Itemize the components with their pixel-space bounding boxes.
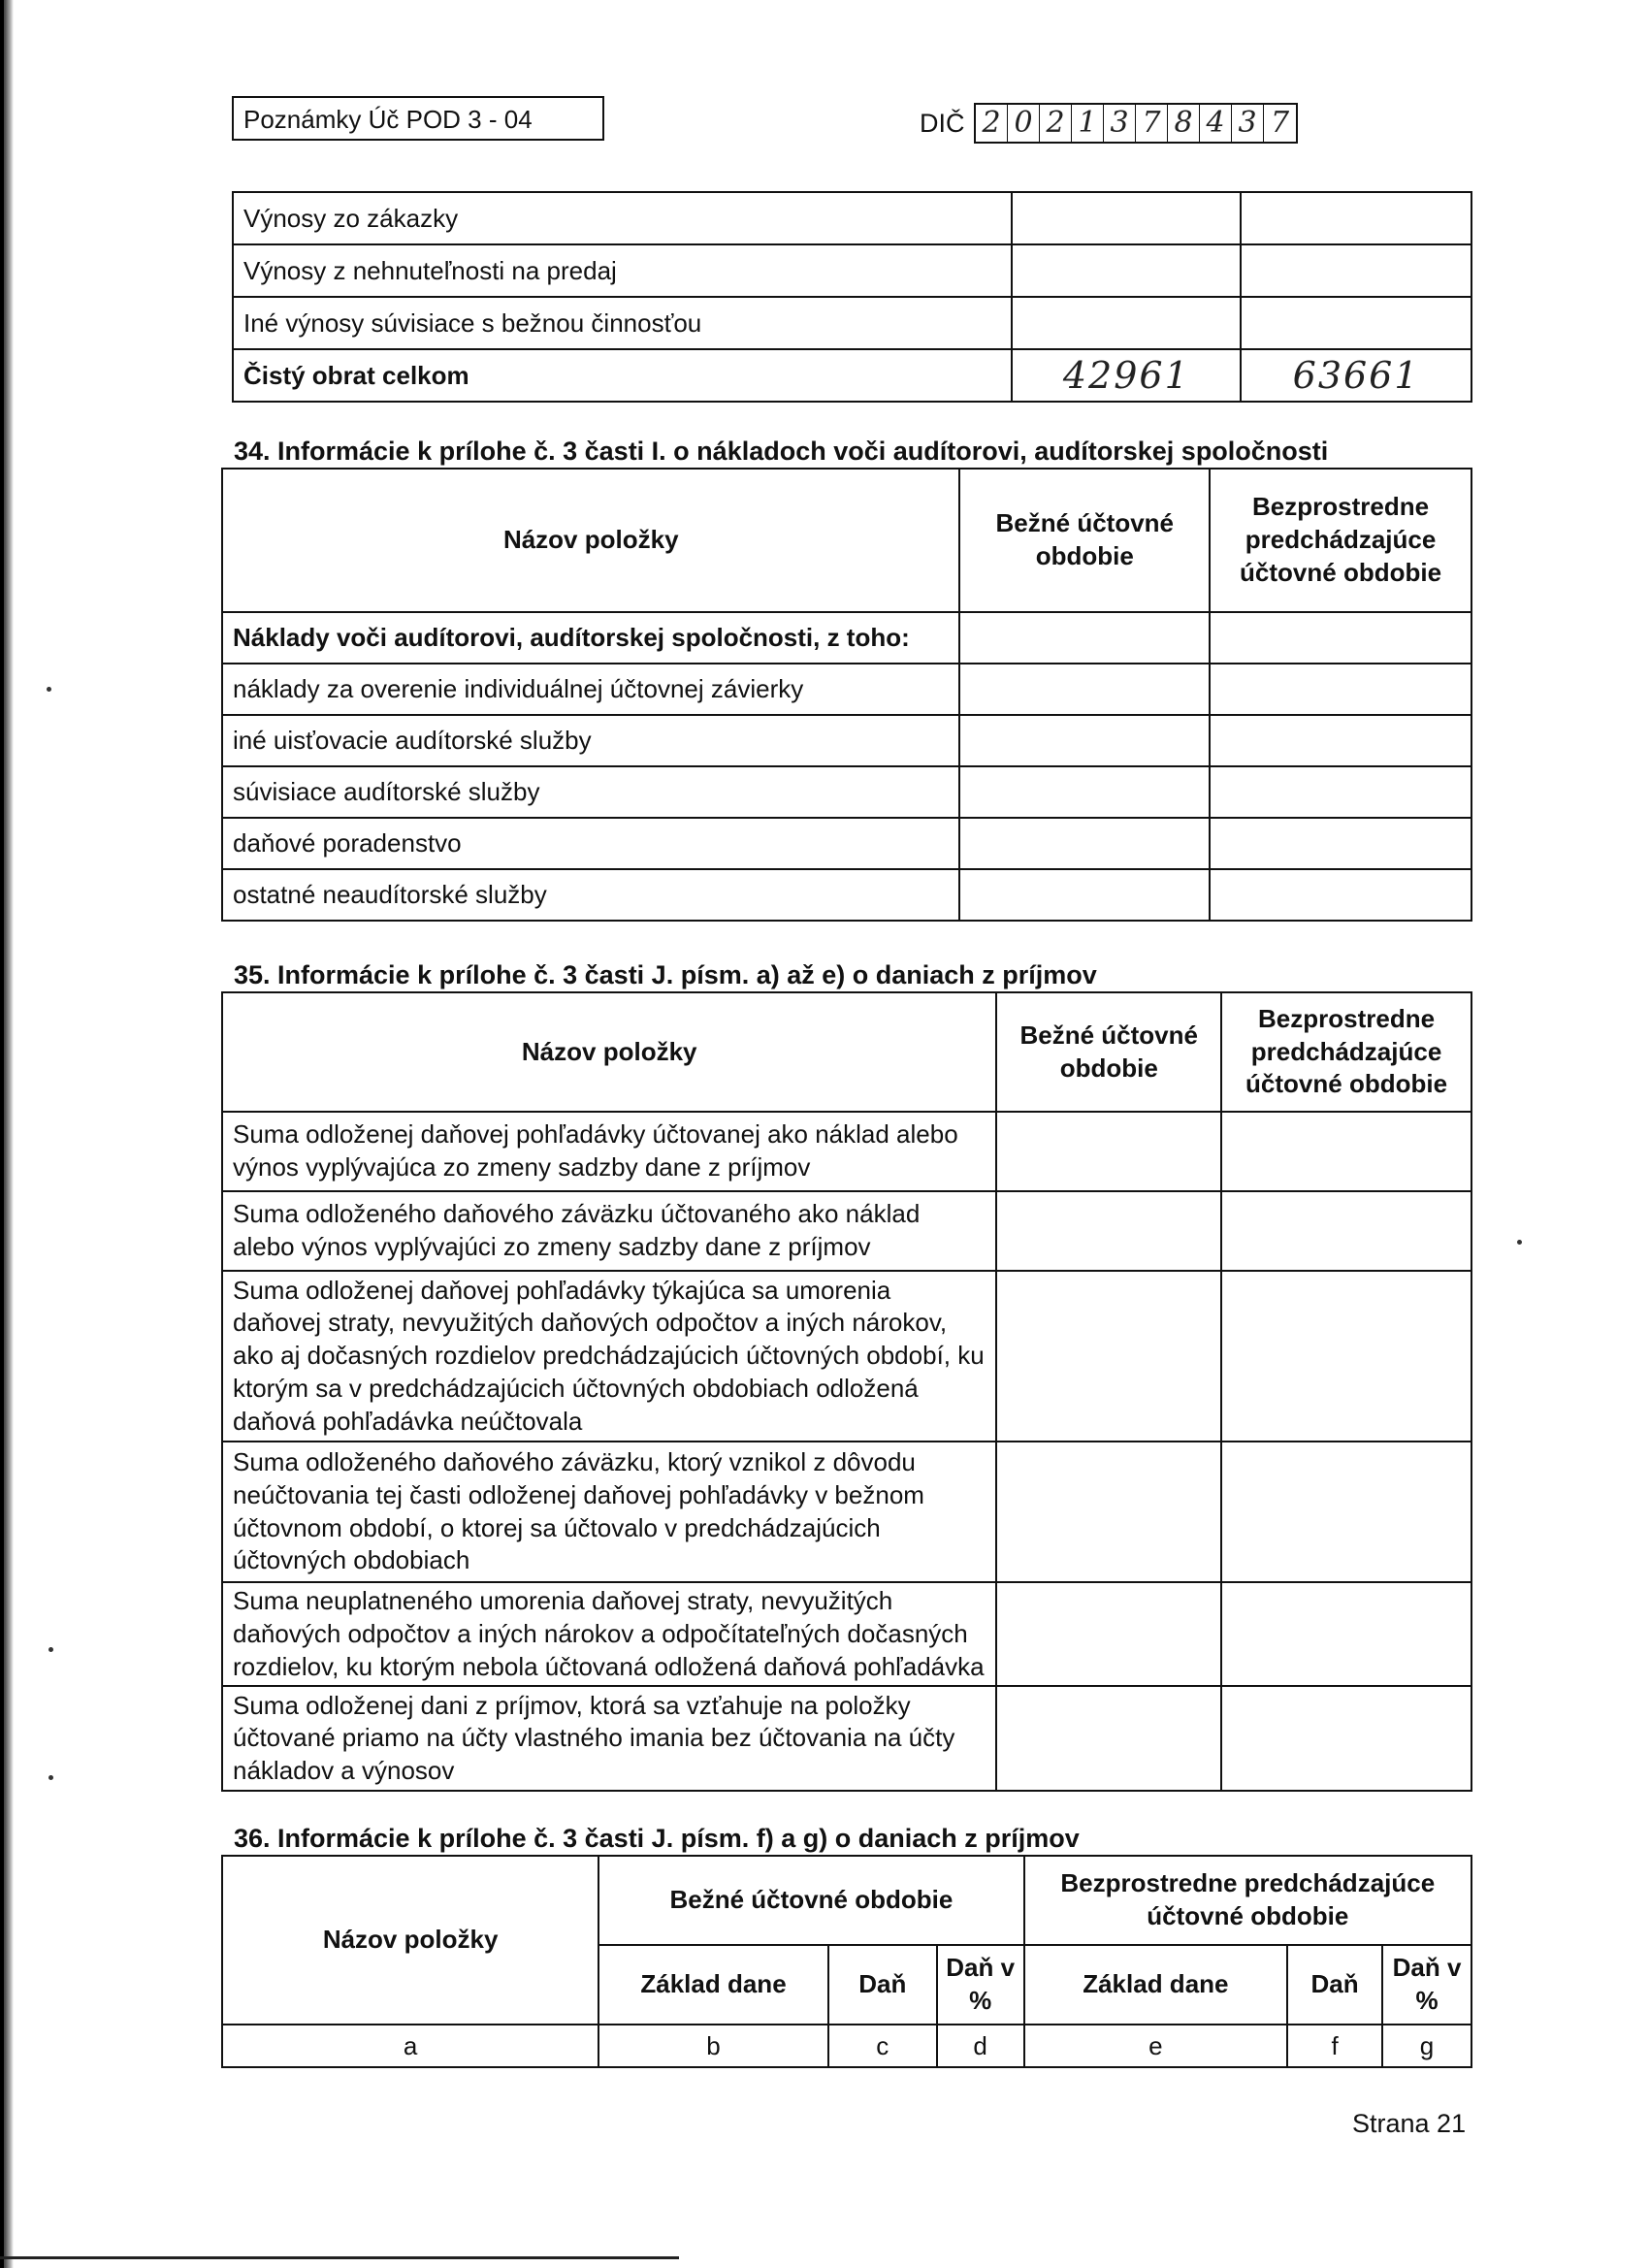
value-previous: [1210, 715, 1471, 766]
table-row: [233, 192, 1471, 244]
dic-label: DIČ: [920, 109, 965, 138]
dic-digit: 2: [976, 105, 1008, 142]
col-header-name: Názov položky: [222, 469, 959, 612]
scan-speck: [47, 687, 51, 692]
dic-digit: 7: [1270, 106, 1290, 140]
value-previous: [1221, 1271, 1471, 1442]
page-number: Strana 21: [1352, 2109, 1467, 2138]
value-current: [959, 612, 1210, 664]
value-current: [1012, 244, 1241, 297]
table-header-row: [222, 992, 1471, 1112]
dic-digit: 0: [1008, 105, 1040, 142]
row-label: ostatné neaudítorské služby: [222, 869, 959, 921]
dic-digit: 3: [1232, 105, 1264, 142]
section-36-title: 36. Informácie k prílohe č. 3 časti J. písm. f) a g) o daniach z príjmov: [234, 1824, 1080, 1853]
value-previous: [1221, 1191, 1471, 1271]
value-previous: [1210, 664, 1471, 715]
table-row: [222, 1191, 1471, 1271]
value-previous: [1221, 1112, 1471, 1191]
value-current: [996, 1686, 1221, 1791]
value-current: [959, 664, 1210, 715]
row-label: daňové poradenstvo: [222, 818, 959, 869]
value-current: [959, 715, 1210, 766]
table-row: [222, 1112, 1471, 1191]
value-previous: [1210, 612, 1471, 664]
dic-digit: 4: [1200, 105, 1232, 142]
value-previous: [1241, 297, 1471, 349]
value-previous: [1241, 192, 1471, 244]
table-row: [222, 766, 1471, 818]
col-header-tax-current: Daň: [828, 1945, 937, 2025]
scan-speck: [48, 1647, 53, 1652]
group-header-previous: Bezprostredne predchádzajúce účtovné obdobie: [1024, 1856, 1471, 1945]
col-header-base-current: Základ dane: [598, 1945, 828, 2025]
scan-bottom-line: [0, 2256, 679, 2259]
table-row: [233, 297, 1471, 349]
row-label: Náklady voči audítorovi, audítorskej spoločnosti, z toho:: [222, 612, 959, 664]
scan-speck: [48, 1775, 53, 1780]
table-row: [222, 612, 1471, 664]
form-label: Poznámky Úč POD 3 - 04: [232, 96, 604, 141]
value-current: [1012, 297, 1241, 349]
col-header-pct-current: Daň v %: [937, 1945, 1024, 2025]
value-current: [959, 818, 1210, 869]
value-current: [959, 766, 1210, 818]
col-header-current: Bežné účtovné obdobie: [959, 469, 1210, 612]
table-row: [222, 869, 1471, 921]
scan-speck: [1517, 1240, 1522, 1245]
table-row: [222, 818, 1471, 869]
value-current: [959, 869, 1210, 921]
row-label: Čistý obrat celkom: [233, 349, 1012, 402]
row-label: Suma neuplatneného umorenia daňovej straty, nevyužitých daňových odpočtov a iných nárokov a odpočítateľných dočasných rozdielov, ku ktorým nebola účtovaná odložená daňová pohľadávka: [222, 1582, 996, 1686]
section-34-title: 34. Informácie k prílohe č. 3 časti I. o nákladoch voči audítorovi, audítorskej spoločnosti: [234, 437, 1329, 466]
dic-digit: 3: [1104, 105, 1136, 142]
value-previous: [1210, 766, 1471, 818]
table-row: [222, 664, 1471, 715]
row-label: iné uisťovacie audítorské služby: [222, 715, 959, 766]
value-previous: [1241, 244, 1471, 297]
row-label: Výnosy z nehnuteľnosti na predaj: [233, 244, 1012, 297]
table-row: [233, 244, 1471, 297]
value-current: 42961: [1012, 349, 1241, 402]
col-header-tax-previous: Daň: [1287, 1945, 1382, 2025]
row-label: súvisiace audítorské služby: [222, 766, 959, 818]
row-label: Suma odloženého daňového záväzku, ktorý vznikol z dôvodu neúčtovania tej časti odloženej daňovej pohľadávky v bežnom účtovnom období, o ktorej sa účtovalo v predchádzajúcich účtovných obdobiach: [222, 1442, 996, 1582]
value-current: [996, 1442, 1221, 1582]
tax-base-table: [221, 1855, 1472, 2068]
table-row-total: [233, 349, 1471, 402]
dic-digit: 2: [1040, 105, 1072, 142]
dic-digit: 1: [1072, 105, 1104, 142]
scan-edge-dark: [0, 0, 4, 2268]
dic-digit: 7: [1136, 105, 1168, 142]
col-header-name: Názov položky: [222, 992, 996, 1112]
row-label: Suma odloženej daňovej pohľadávky týkajúca sa umorenia daňovej straty, nevyužitých daňových odpočtov a iných nárokov, ako aj dočasných rozdielov predchádzajúcich účtovných období, ku ktorým sa v predchádzajúcich účtovných obdobiach odložená daňová pohľadávka neúčtovala: [222, 1271, 996, 1442]
col-letter: a: [222, 2025, 598, 2067]
table-row: [222, 1582, 1471, 1686]
col-letter: e: [1024, 2025, 1288, 2067]
col-header-previous: Bezprostredne predchádzajúce účtovné obdobie: [1210, 469, 1471, 612]
table-letter-row: [222, 2025, 1471, 2067]
col-letter: b: [598, 2025, 828, 2067]
value-previous: [1221, 1686, 1471, 1791]
dic-field: [974, 103, 1298, 144]
value-current: [996, 1112, 1221, 1191]
value-current: [996, 1191, 1221, 1271]
section-35-title: 35. Informácie k prílohe č. 3 časti J. písm. a) až e) o daniach z príjmov: [234, 960, 1097, 989]
auditor-costs-table: [221, 468, 1472, 922]
group-header-current: Bežné účtovné obdobie: [598, 1856, 1023, 1945]
value-previous: 63661: [1241, 349, 1471, 402]
col-header-base-previous: Základ dane: [1024, 1945, 1288, 2025]
row-label: Suma odloženého daňového záväzku účtovaného ako náklad alebo výnos vyplývajúci zo zmeny sadzby dane z príjmov: [222, 1191, 996, 1271]
row-label: Suma odloženej dani z príjmov, ktorá sa vzťahuje na položky účtované priamo na účty vlastného imania bez účtovania na účty nákladov a výnosov: [222, 1686, 996, 1791]
value-previous: [1221, 1582, 1471, 1686]
table-header-row: [222, 469, 1471, 612]
row-label: Výnosy zo zákazky: [233, 192, 1012, 244]
col-letter: f: [1287, 2025, 1382, 2067]
value-current: [1012, 192, 1241, 244]
col-header-pct-previous: Daň v %: [1382, 1945, 1471, 2025]
revenue-table: [232, 191, 1472, 403]
col-letter: g: [1382, 2025, 1471, 2067]
value-previous: [1221, 1442, 1471, 1582]
table-row: [222, 1271, 1471, 1442]
row-label: Suma odloženej daňovej pohľadávky účtovanej ako náklad alebo výnos vyplývajúca zo zmeny sadzby dane z príjmov: [222, 1112, 996, 1191]
col-header-name: Názov položky: [222, 1856, 598, 2025]
value-previous: [1210, 818, 1471, 869]
value-current: [996, 1582, 1221, 1686]
row-label: Iné výnosy súvisiace s bežnou činnosťou: [233, 297, 1012, 349]
col-header-current: Bežné účtovné obdobie: [996, 992, 1221, 1112]
row-label: náklady za overenie individuálnej účtovnej závierky: [222, 664, 959, 715]
table-row: [222, 1442, 1471, 1582]
col-letter: c: [828, 2025, 937, 2067]
value-previous: [1210, 869, 1471, 921]
dic-digit: 8: [1168, 105, 1200, 142]
value-current: [996, 1271, 1221, 1442]
col-header-previous: Bezprostredne predchádzajúce účtovné obdobie: [1221, 992, 1471, 1112]
table-row: [222, 715, 1471, 766]
col-letter: d: [937, 2025, 1024, 2067]
income-tax-table: [221, 991, 1472, 1792]
table-header-row: [222, 1856, 1471, 1945]
table-row: [222, 1686, 1471, 1791]
